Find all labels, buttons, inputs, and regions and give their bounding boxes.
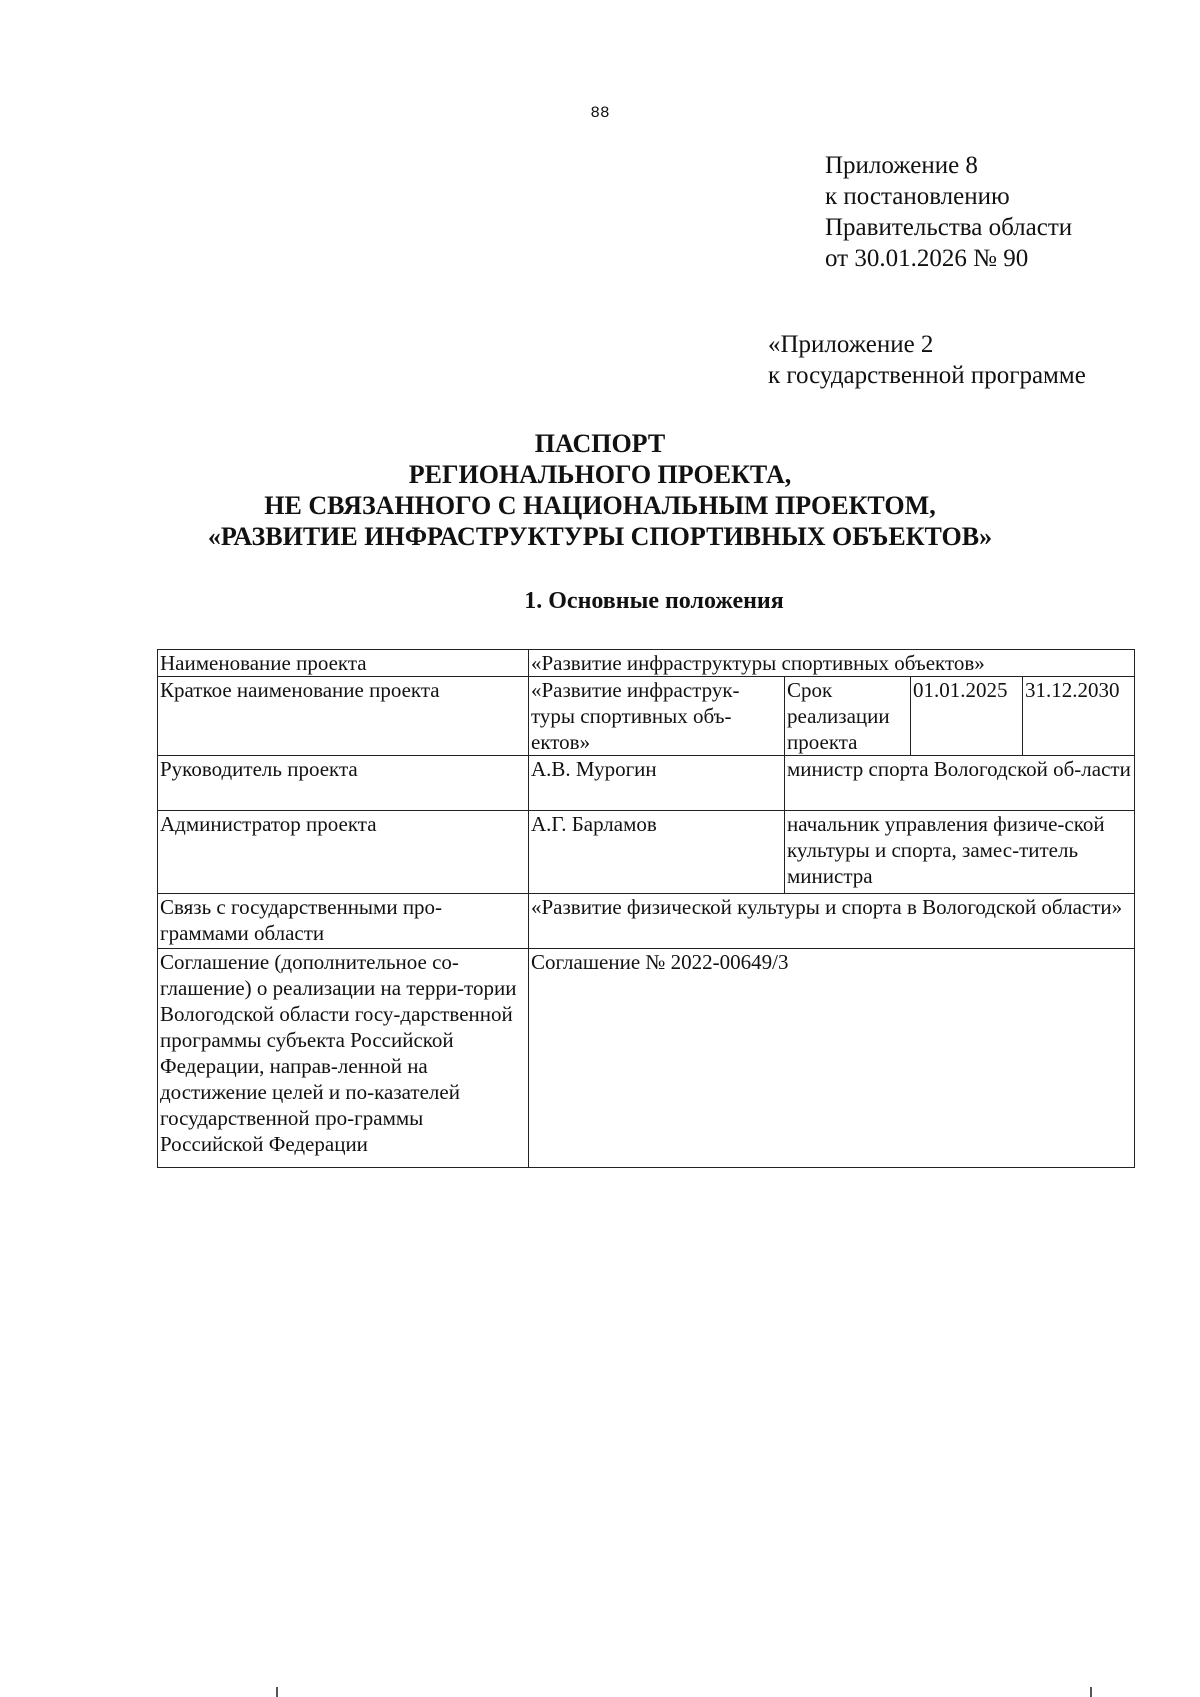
appendix-8-line: от 30.01.2026 № 90 <box>825 245 1029 272</box>
scan-mark <box>1090 1687 1092 1697</box>
title-line: РЕГИОНАЛЬНОГО ПРОЕКТА, <box>408 460 792 489</box>
page-number: 88 <box>590 104 610 122</box>
title-line: НЕ СВЯЗАННОГО С НАЦИОНАЛЬНЫМ ПРОЕКТОМ, <box>264 491 936 520</box>
document-title <box>0 428 1200 552</box>
short-name-value: «Развитие инфраструк-туры спортивных объ-ектов» <box>529 677 785 756</box>
appendix-2-line: к государственной программе <box>768 362 1086 389</box>
term-label: Срок реализации проекта <box>785 677 911 756</box>
project-name-label: Наименование проекта <box>158 650 529 677</box>
administrator-position: начальник управления физиче-ской культуры и спорта, замес-титель министра <box>785 811 1135 894</box>
short-name-label: Краткое наименование проекта <box>158 677 529 756</box>
administrator-label: Администратор проекта <box>158 811 529 894</box>
table-row <box>158 949 1135 1168</box>
end-date: 31.12.2030 <box>1023 677 1135 756</box>
agreement-value: Соглашение № 2022-00649/3 <box>529 949 1135 1168</box>
head-label: Руководитель проекта <box>158 756 529 811</box>
table-row <box>158 894 1135 949</box>
project-passport-table <box>157 649 1135 1168</box>
table-row <box>158 756 1135 811</box>
scan-mark <box>276 1687 278 1697</box>
title-line: ПАСПОРТ <box>534 429 666 458</box>
agreement-label: Соглашение (дополнительное со-глашение) о реализации на терри-тории Вологодской области госу-дарственной программы субъекта Российской Федерации, направ-ленной на достижение целей и по-казателей государственной про-граммы Российской Федерации <box>158 949 529 1168</box>
head-name: А.В. Мурогин <box>529 756 785 811</box>
table-row <box>158 811 1135 894</box>
start-date: 01.01.2025 <box>911 677 1023 756</box>
appendix-8-line: к постановлению <box>825 183 1010 210</box>
title-line: «РАЗВИТИЕ ИНФРАСТРУКТУРЫ СПОРТИВНЫХ ОБЪЕКТОВ» <box>207 522 993 551</box>
table-row <box>158 650 1135 677</box>
appendix-8-reference <box>825 150 1072 274</box>
appendix-2-line: «Приложение 2 <box>768 331 934 358</box>
project-name-value: «Развитие инфраструктуры спортивных объектов» <box>529 650 1135 677</box>
appendix-8-line: Приложение 8 <box>825 152 978 179</box>
appendix-2-reference <box>768 329 1086 391</box>
programs-label: Связь с государственными про-граммами области <box>158 894 529 949</box>
appendix-8-line: Правительства области <box>825 214 1073 241</box>
programs-value: «Развитие физической культуры и спорта в Вологодской области» <box>529 894 1135 949</box>
head-position: министр спорта Вологодской об-ласти <box>785 756 1135 811</box>
table-row <box>158 677 1135 756</box>
administrator-name: А.Г. Барламов <box>529 811 785 894</box>
section-heading: 1. Основные положения <box>524 588 784 614</box>
